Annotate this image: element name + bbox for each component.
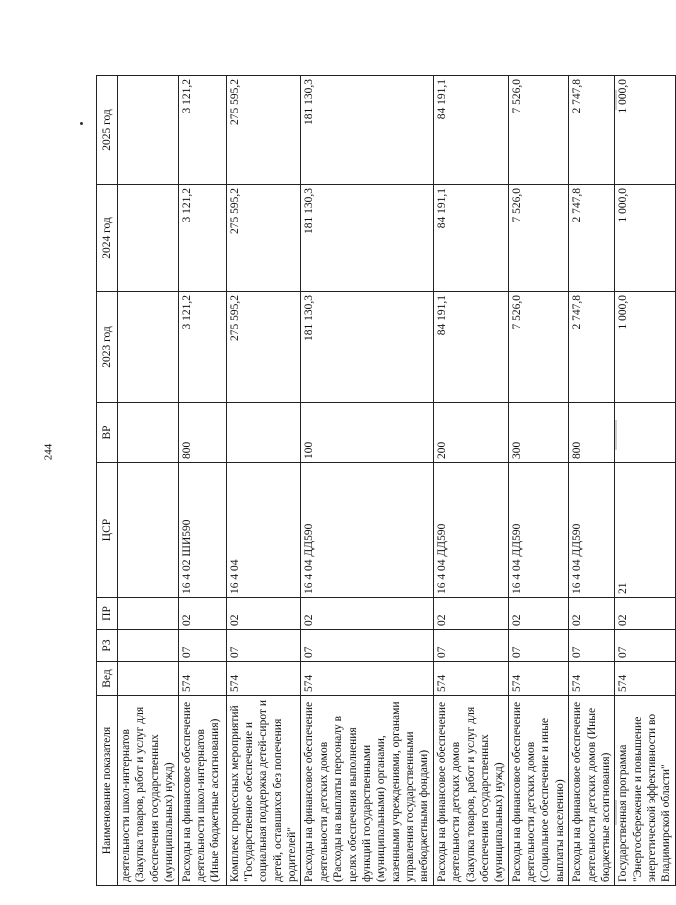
cell-2025 (118, 76, 179, 185)
cell-rz: 07 (226, 630, 301, 662)
rotated-table-wrapper (96, 76, 673, 886)
header-pr: ПР (97, 598, 118, 630)
cell-ved: 574 (569, 662, 615, 696)
cell-name: Расходы на финансовое обеспечение деятельности детских домов (Закупка товаров, работ и услуг для обеспечения государственных (муниципальных) нужд) (433, 696, 508, 886)
cell-vr (118, 403, 179, 463)
cell-2024: 181 130,3 (301, 185, 433, 292)
cell-ved: 574 (301, 662, 433, 696)
cell-2023 (118, 292, 179, 403)
cell-pr: 02 (301, 598, 433, 630)
cell-rz: 07 (433, 630, 508, 662)
header-name: Наименование показателя (97, 696, 118, 886)
cell-ved: 574 (508, 662, 569, 696)
cell-2025: 3 121,2 (178, 76, 226, 185)
cell-2025: 7 526,0 (508, 76, 569, 185)
header-ved: Вед (97, 662, 118, 696)
cell-rz (118, 630, 179, 662)
cell-vr: 200 (433, 403, 508, 463)
cell-2025: 2 747,8 (569, 76, 615, 185)
cell-2024: 84 191,1 (433, 185, 508, 292)
cell-csr: 16 4 04 ДД590 (508, 463, 569, 598)
cell-csr: 21 (615, 463, 676, 598)
cell-2025: 181 130,3 (301, 76, 433, 185)
cell-vr: 300 (508, 403, 569, 463)
cell-ved: 574 (433, 662, 508, 696)
cell-rz: 07 (508, 630, 569, 662)
header-rz: РЗ (97, 630, 118, 662)
cell-2023: 84 191,1 (433, 292, 508, 403)
scan-speck (80, 122, 83, 125)
cell-vr: 100 (301, 403, 433, 463)
cell-2025: 275 595,2 (226, 76, 301, 185)
cell-2025: 1 000,0 (615, 76, 676, 185)
cell-vr (226, 403, 301, 463)
header-vr: ВР (97, 403, 118, 463)
table-row (301, 76, 433, 886)
cell-vr: 800 (569, 403, 615, 463)
cell-2024: 7 526,0 (508, 185, 569, 292)
cell-name: Комплекс процессных мероприятий "Государственное обеспечение и социальная поддержка детей-сирот и детей, оставшихся без попечения родителей" (226, 696, 301, 886)
cell-pr: 02 (569, 598, 615, 630)
cell-pr: 02 (508, 598, 569, 630)
cell-vr: 800 (178, 403, 226, 463)
cell-csr: 16 4 04 (226, 463, 301, 598)
cell-2025: 84 191,1 (433, 76, 508, 185)
cell-name: деятельности школ-интернатов (Закупка товаров, работ и услуг для обеспечения государственных (муниципальных) нужд) (118, 696, 179, 886)
table-row (178, 76, 226, 886)
cell-2024: 1 000,0 (615, 185, 676, 292)
cell-ved: 574 (615, 662, 676, 696)
cell-vr (615, 403, 676, 463)
cell-rz: 07 (301, 630, 433, 662)
header-csr: ЦСР (97, 463, 118, 598)
cell-2023: 181 130,3 (301, 292, 433, 403)
table-row (508, 76, 569, 886)
cell-2023: 3 121,2 (178, 292, 226, 403)
cell-rz: 07 (615, 630, 676, 662)
cell-csr: 16 4 04 ДД590 (569, 463, 615, 598)
cell-pr: 02 (615, 598, 676, 630)
cell-ved (118, 662, 179, 696)
cell-pr: 02 (178, 598, 226, 630)
cell-rz: 07 (178, 630, 226, 662)
cell-csr: 16 4 04 ДД590 (301, 463, 433, 598)
header-2025: 2025 год (97, 76, 118, 185)
table-row (569, 76, 615, 886)
cell-name: Расходы на финансовое обеспечение деятельности школ-интернатов (Иные бюджетные ассигнования) (178, 696, 226, 886)
cell-2023: 1 000,0 (615, 292, 676, 403)
table-row (118, 76, 179, 886)
table-row (615, 76, 676, 886)
cell-2024: 2 747,8 (569, 185, 615, 292)
cell-name: Расходы на финансовое обеспечение деятельности детских домов (Социальное обеспечение и иные выплаты населению) (508, 696, 569, 886)
cell-2023: 275 595,2 (226, 292, 301, 403)
cell-2023: 2 747,8 (569, 292, 615, 403)
cell-2024: 275 595,2 (226, 185, 301, 292)
cell-pr: 02 (433, 598, 508, 630)
cell-csr: 16 4 04 ДД590 (433, 463, 508, 598)
page-number: 244 (42, 443, 55, 461)
budget-table (96, 75, 676, 886)
header-2024: 2024 год (97, 185, 118, 292)
cell-pr (118, 598, 179, 630)
cell-name: Государственная программа "Энергосбережение и повышение энергетической эффективности во Владимирской области" (615, 696, 676, 886)
cell-2024 (118, 185, 179, 292)
cell-name: Расходы на финансовое обеспечение деятельности детских домов (Расходы на выплаты персоналу в целях обеспечения выполнения функций государственными (муниципальными) органами, казенными учреждениями, органами управления государственными внебюджетными фондами) (301, 696, 433, 886)
cell-ved: 574 (178, 662, 226, 696)
cell-ved: 574 (226, 662, 301, 696)
table-row (433, 76, 508, 886)
header-2023: 2023 год (97, 292, 118, 403)
table-header-row (97, 76, 118, 886)
cell-name: Расходы на финансовое обеспечение деятельности детских домов (Иные бюджетные ассигнования) (569, 696, 615, 886)
table-row (226, 76, 301, 886)
cell-2023: 7 526,0 (508, 292, 569, 403)
cell-csr: 16 4 02 ШИ590 (178, 463, 226, 598)
cell-csr (118, 463, 179, 598)
cell-pr: 02 (226, 598, 301, 630)
cell-rz: 07 (569, 630, 615, 662)
cell-2024: 3 121,2 (178, 185, 226, 292)
